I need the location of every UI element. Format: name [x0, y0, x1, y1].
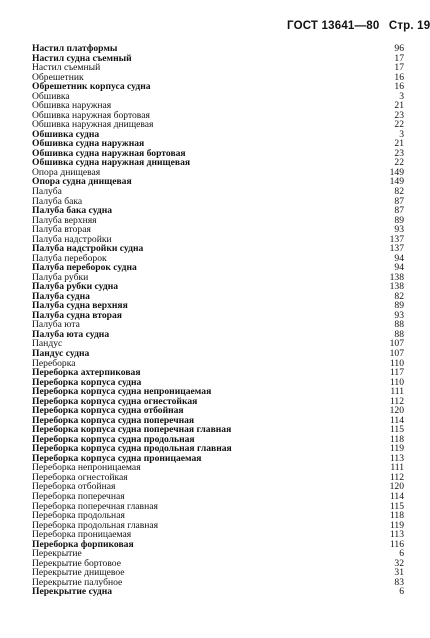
- index-page-number: 23: [394, 109, 404, 121]
- index-page-number: 118: [389, 510, 404, 522]
- index-page-number: 114: [389, 490, 404, 502]
- index-page-number: 23: [394, 147, 404, 159]
- index-term: Обшивка судна наружная бортовая: [32, 147, 186, 159]
- index-term: Переборка корпуса судна поперечная: [32, 414, 195, 426]
- index-term: Переборка непроницаемая: [32, 462, 141, 474]
- index-page-number: 87: [394, 195, 404, 207]
- index-page-number: 89: [394, 300, 404, 312]
- index-term: Палуба рубки судна: [32, 281, 119, 293]
- index-page-number: 6: [399, 586, 404, 598]
- index-term: Переборка поперечная: [32, 490, 125, 502]
- index-term: Обрешетник корпуса судна: [32, 81, 151, 93]
- index-page-number: 114: [389, 414, 404, 426]
- index-term: Переборка корпуса судна продольная главная: [32, 443, 232, 455]
- index-term: Обшивка: [32, 90, 70, 102]
- index-term: Палуба юта: [32, 319, 80, 331]
- index-page-number: 93: [394, 224, 404, 236]
- index-term: Перекрытие судна: [32, 586, 113, 598]
- index-term: Палуба рубки: [32, 271, 89, 283]
- index-page-number: 112: [389, 395, 404, 407]
- index-entry: [32, 177, 404, 187]
- index-page-number: 94: [394, 262, 404, 274]
- index-page-number: 111: [390, 386, 404, 398]
- index-page-number: 17: [394, 62, 404, 74]
- index-page-number: 31: [394, 567, 404, 579]
- index-term: Палуба вторая: [32, 224, 91, 236]
- index-page-number: 113: [389, 529, 404, 541]
- index-page-number: 138: [389, 271, 404, 283]
- index-page-number: 120: [389, 405, 404, 417]
- index-term: Обшивка наружная днищевая: [32, 119, 154, 131]
- index-term: Переборка корпуса судна отбойная: [32, 405, 184, 417]
- index-page-number: 115: [389, 424, 404, 436]
- index-page-number: 21: [394, 100, 404, 112]
- index-page-number: 88: [394, 319, 404, 331]
- index-term: Переборка поперечная главная: [32, 500, 158, 512]
- index-page-number: 116: [389, 538, 404, 550]
- index-entry: [32, 540, 404, 550]
- index-page-number: 89: [394, 214, 404, 226]
- index-page-number: 16: [394, 71, 404, 83]
- standard-number: ГОСТ 13641—80: [287, 20, 380, 32]
- index-term: Переборка корпуса судна поперечная главная: [32, 424, 232, 436]
- index-term: Палуба бака судна: [32, 205, 113, 217]
- index-page-number: 149: [389, 166, 404, 178]
- index-term: Палуба переборок: [32, 252, 107, 264]
- index-page-number: 22: [394, 157, 404, 169]
- index-page-number: 6: [399, 548, 404, 560]
- index-page-number: 82: [394, 290, 404, 302]
- index-entry: [32, 63, 404, 73]
- index-term: Обшивка наружная бортовая: [32, 109, 150, 121]
- index-term: Переборка ахтерпиковая: [32, 367, 141, 379]
- page-number: Стр. 19: [388, 20, 430, 32]
- index-term: Пандус: [32, 338, 63, 350]
- index-term: Палуба надстройки: [32, 233, 112, 245]
- index-page-number: 88: [394, 328, 404, 340]
- index-page-number: 110: [389, 357, 404, 369]
- index-term: Переборка корпуса судна: [32, 376, 142, 388]
- index-term: Палуба верхняя: [32, 214, 97, 226]
- page-header: [287, 20, 430, 32]
- index-page-number: 3: [399, 90, 404, 102]
- index-term: Палуба юта судна: [32, 328, 110, 340]
- index-term: Перекрытие бортовое: [32, 557, 121, 569]
- index-page-number: 112: [389, 471, 404, 483]
- index-term: Настил съемный: [32, 62, 101, 74]
- index-term: Переборка корпуса судна непроницаемая: [32, 386, 212, 398]
- index-term: Настил платформы: [32, 43, 118, 54]
- index-page-number: 120: [389, 481, 404, 493]
- index-page-number: 149: [389, 176, 404, 188]
- index-page-number: 3: [399, 128, 404, 140]
- index-list: [32, 44, 404, 597]
- index-term: Переборка проницаемая: [32, 529, 132, 541]
- index-term: Палуба бака: [32, 195, 83, 207]
- index-page-number: 107: [389, 348, 404, 359]
- index-term: Перекрытие днищевое: [32, 567, 125, 579]
- index-term: Переборка корпуса судна продольная: [32, 433, 195, 445]
- index-term: Опора судна днищевая: [32, 176, 132, 188]
- index-term: Перекрытие палубное: [32, 576, 123, 588]
- index-term: Палуба надстройки судна: [32, 243, 144, 255]
- index-page-number: 32: [394, 557, 404, 569]
- index-page-number: 117: [389, 367, 404, 379]
- index-entry: [32, 587, 404, 597]
- index-term: Настил судна съемный: [32, 52, 132, 64]
- index-entry: [32, 187, 404, 197]
- index-entry: [32, 311, 404, 321]
- index-term: Переборка корпуса судна огнестойкая: [32, 395, 198, 407]
- index-term: Обшивка судна наружная: [32, 138, 145, 150]
- index-term: Пандус судна: [32, 348, 90, 359]
- index-page-number: 138: [389, 281, 404, 293]
- index-term: Переборка: [32, 357, 76, 369]
- index-entry: [32, 82, 404, 92]
- index-term: Опора днищевая: [32, 166, 101, 178]
- index-page-number: 17: [394, 52, 404, 64]
- index-page-number: 21: [394, 138, 404, 150]
- index-term: Переборка форпиковая: [32, 538, 134, 550]
- index-page-number: 113: [389, 452, 404, 464]
- index-term: Переборка продольная главная: [32, 519, 159, 531]
- index-page-number: 137: [389, 243, 404, 255]
- index-page-number: 118: [389, 433, 404, 445]
- index-page-number: 93: [394, 309, 404, 321]
- index-page-number: 94: [394, 252, 404, 264]
- index-term: Обрешетник: [32, 71, 84, 83]
- index-page-number: 107: [389, 338, 404, 350]
- index-term: Обшивка судна: [32, 128, 100, 140]
- index-page-number: 83: [394, 576, 404, 588]
- index-term: Палуба судна вторая: [32, 309, 122, 321]
- index-page-number: 82: [394, 185, 404, 197]
- index-page-number: 119: [389, 519, 404, 531]
- index-page-number: 111: [390, 462, 404, 474]
- index-term: Обшивка наружная: [32, 100, 112, 112]
- index-page-number: 87: [394, 205, 404, 217]
- index-term: Переборка продольная: [32, 510, 125, 522]
- index-term: Палуба переборок судна: [32, 262, 137, 274]
- index-term: Переборка огнестойкая: [32, 471, 128, 483]
- index-page-number: 137: [389, 233, 404, 245]
- index-term: Палуба судна: [32, 290, 90, 302]
- index-page-number: 96: [394, 43, 404, 54]
- index-term: Палуба: [32, 185, 62, 197]
- index-page-number: 119: [389, 443, 404, 455]
- index-term: Палуба судна верхняя: [32, 300, 128, 312]
- index-entry: [32, 349, 404, 359]
- index-term: Перекрытие: [32, 548, 82, 560]
- index-term: Обшивка судна наружная днищевая: [32, 157, 191, 169]
- index-page-number: 110: [389, 376, 404, 388]
- index-term: Переборка корпуса судна проницаемая: [32, 452, 202, 464]
- index-page-number: 22: [394, 119, 404, 131]
- index-entry: [32, 330, 404, 340]
- index-page-number: 115: [389, 500, 404, 512]
- index-term: Переборка отбойная: [32, 481, 116, 493]
- index-page-number: 16: [394, 81, 404, 93]
